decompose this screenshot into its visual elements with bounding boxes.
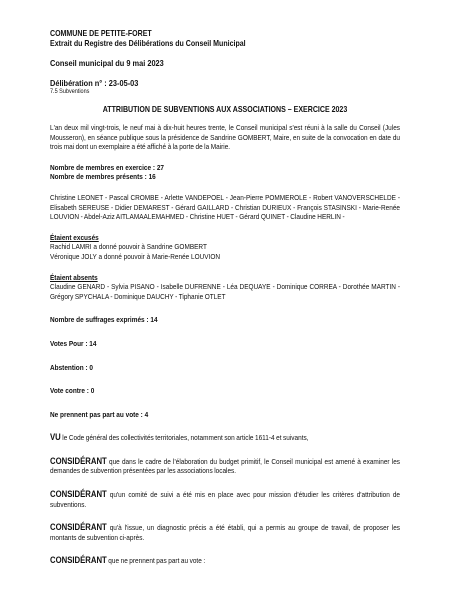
consideration-text: que ne prennent pas part au vote : xyxy=(106,556,206,566)
present-members-list: Christine LEONET - Pascal CROMBE - Arlette VANDEPOEL - Jean-Pierre POMMEROLE - Robert VANOVERSCHELDE - Elisabeth SEREUSE - Didier DEMAREST - Gérard GAILLARD - Christian DURIEUX - François STASINSKI - Marie-Renée LOUVION - Abdel-Aziz AITLAMAALEMAHMED - Christine HUET - Gérard QUINET - Claudine HERLIN - xyxy=(50,192,401,222)
commune-name: COMMUNE DE PETITE-FORET xyxy=(50,29,152,38)
consideration-paragraph xyxy=(50,490,400,509)
deliberation-category: 7.5 Subventions xyxy=(50,88,90,95)
consideration-keyword: VU xyxy=(50,432,61,443)
consideration-keyword: CONSIDÉRANT xyxy=(50,522,107,533)
consideration-paragraph xyxy=(50,457,400,476)
excused-line: Véronique JOLY a donné pouvoir à Marie-Renée LOUVION xyxy=(50,251,221,261)
absent-heading: Étaient absents xyxy=(50,272,98,282)
consideration-paragraph xyxy=(50,556,400,566)
register-extract: Extrait du Registre des Délibérations du Conseil Municipal xyxy=(50,39,246,48)
intro-paragraph: L'an deux mil vingt-trois, le neuf mai à dix-huit heures trente, le Conseil municipal s'est réuni à la salle du Conseil (Jules Mousseron), en séance publique sous la présidence de Sandrine GOMBERT, Maire, en suite de la convocation en date du trois mai dont un exemplaire a été affiché à la porte de la Mairie. xyxy=(50,123,401,152)
votes-abstention: Abstention : 0 xyxy=(50,362,93,372)
consideration-text: qu'à l'issue, un diagnostic précis a été établi, qui a permis au groupe de travail, de proposer les montants de subvention ci-après. xyxy=(50,523,401,542)
absent-members-list: Claudine GENARD - Sylvia PISANO - Isabelle DUFRENNE - Léa DEQUAYE - Dominique CORREA - Dorothée MARTIN - Grégory SPYCHALA - Dominique DAUCHY - Tiphanie OTLET xyxy=(50,282,401,301)
deliberation-number: Délibération n° : 23-05-03 xyxy=(50,78,139,88)
document-body xyxy=(50,29,400,566)
meeting-date: Conseil municipal du 9 mai 2023 xyxy=(50,58,164,68)
consideration-text: qu'un comité de suivi a été mis en place avec pour mission d'étudier les critères d'attribution de subventions. xyxy=(50,490,401,509)
consideration-text: le Code général des collectivités territoriales, notamment son article 1611-4 et suivants, xyxy=(60,433,309,443)
members-present: Nombre de membres présents : 16 xyxy=(50,172,156,182)
votes-expressed: Nombre de suffrages exprimés : 14 xyxy=(50,315,158,325)
votes-not-taking-part: Ne prennent pas part au vote : 4 xyxy=(50,409,149,419)
document-title: ATTRIBUTION DE SUBVENTIONS AUX ASSOCIATIONS – EXERCICE 2023 xyxy=(102,105,348,114)
excused-line: Rachid LAMRI a donné pouvoir à Sandrine GOMBERT xyxy=(50,242,207,252)
consideration-keyword: CONSIDÉRANT xyxy=(50,489,107,500)
votes-against: Vote contre : 0 xyxy=(50,386,95,396)
consideration-paragraph xyxy=(50,433,400,443)
members-in-office: Nombre de membres en exercice : 27 xyxy=(50,162,165,172)
consideration-keyword: CONSIDÉRANT xyxy=(50,555,107,566)
consideration-text: que dans le cadre de l'élaboration du budget primitif, le Conseil municipal est amené à examiner les demandes de subvention présentées par les associations locales. xyxy=(50,456,401,476)
votes-for: Votes Pour : 14 xyxy=(50,338,97,348)
excused-heading: Étaient excusés xyxy=(50,232,99,242)
consideration-paragraph xyxy=(50,523,400,542)
consideration-keyword: CONSIDÉRANT xyxy=(50,455,107,466)
